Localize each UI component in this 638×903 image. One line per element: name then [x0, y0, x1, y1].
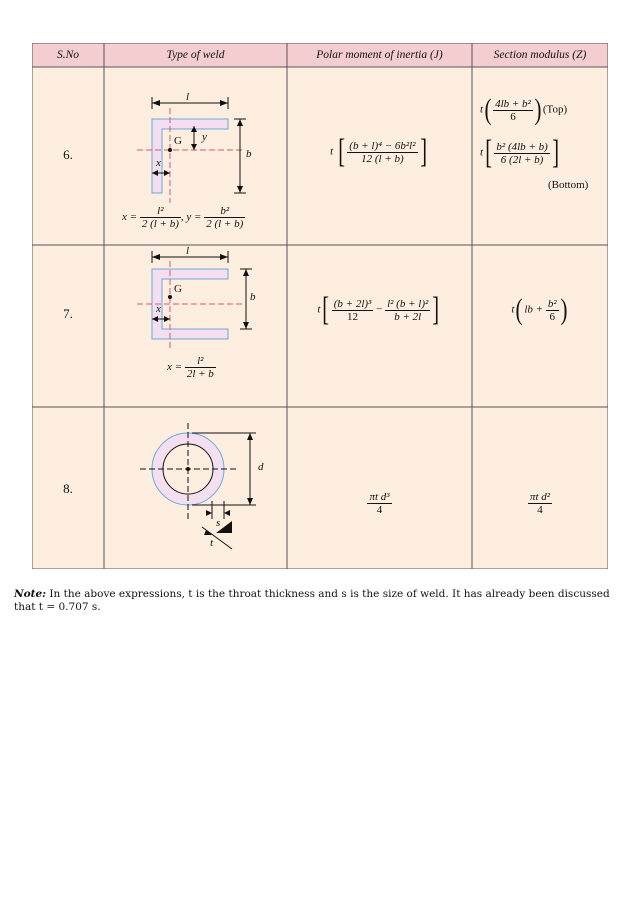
row-6-modulus-top: t( $\frac{\text{4lb + b²}}{6}$ ) (Top) — [480, 93, 568, 126]
note-text: In the above expressions, t is the throat thickness and s is the size of weld. It has already been discussed that t = 0.707 s. — [14, 588, 610, 613]
header-polar-moment: Polar moment of inertia (J) — [316, 49, 443, 61]
dim-b-label: b — [246, 148, 252, 160]
note-paragraph — [14, 588, 626, 614]
dim-s-label: s — [216, 517, 221, 529]
row-6-centroid-equations: x = $\frac{\text{l²}}{2 (l + b)}$ , y = $\frac{\text{b²}}{2 (l + b)}$ — [122, 205, 244, 230]
row-6-bottom-label: (Bottom) — [548, 179, 589, 191]
row-8-polar-formula: $\frac{\text{πt d³}}{4}$ — [369, 491, 390, 516]
row-6-weld-diagram — [132, 93, 272, 213]
row-7-polar-formula: t[ $\frac{\text{(b + 2l)³}}{12}$ − $\frac{\text{l² (b + l)²}}{b + 2l}$ ] — [317, 291, 440, 328]
dim-x-label: x — [156, 157, 161, 169]
row-8-modulus-formula: $\frac{\text{πt d²}}{4}$ — [529, 491, 551, 516]
row-7-weld-diagram — [132, 245, 272, 359]
weld-properties-table — [32, 43, 608, 569]
dim-l-label: l — [186, 91, 190, 103]
header-type-of-weld: Type of weld — [166, 49, 225, 61]
row-6-modulus-bottom: t[ $\frac{\text{b² (4lb + b)}}{6 (2l + b)}$ ] — [480, 134, 559, 171]
header-section-modulus: Section modulus (Z) — [493, 49, 587, 61]
centroid-label: G — [174, 283, 182, 295]
dim-d-label: d — [258, 461, 264, 473]
row-8-weld-diagram — [132, 423, 282, 563]
dim-b-label: b — [250, 291, 256, 303]
dim-l-label: l — [186, 245, 190, 257]
dim-t-label: t — [210, 537, 214, 549]
row-6-polar-formula: t [ $\frac{\text{(b + l)⁴ − 6b²l²}}{12 (l + b)}$ ] — [330, 133, 427, 170]
row-8-sno: 8. — [63, 481, 73, 496]
row-6-sno: 6. — [63, 147, 73, 162]
row-7-centroid-equation: x = $\frac{\text{l²}}{2l + b}$ — [167, 355, 214, 380]
note-label: Note: — [14, 588, 47, 600]
header-sno: S.No — [56, 49, 80, 61]
dim-y-label: y — [202, 131, 207, 143]
row-7-modulus-formula: t( lb + $\frac{\text{b²}}{6}$ ) — [511, 293, 568, 326]
dim-x-label: x — [156, 303, 161, 315]
row-7-sno: 7. — [63, 306, 73, 321]
centroid-label: G — [174, 135, 182, 147]
